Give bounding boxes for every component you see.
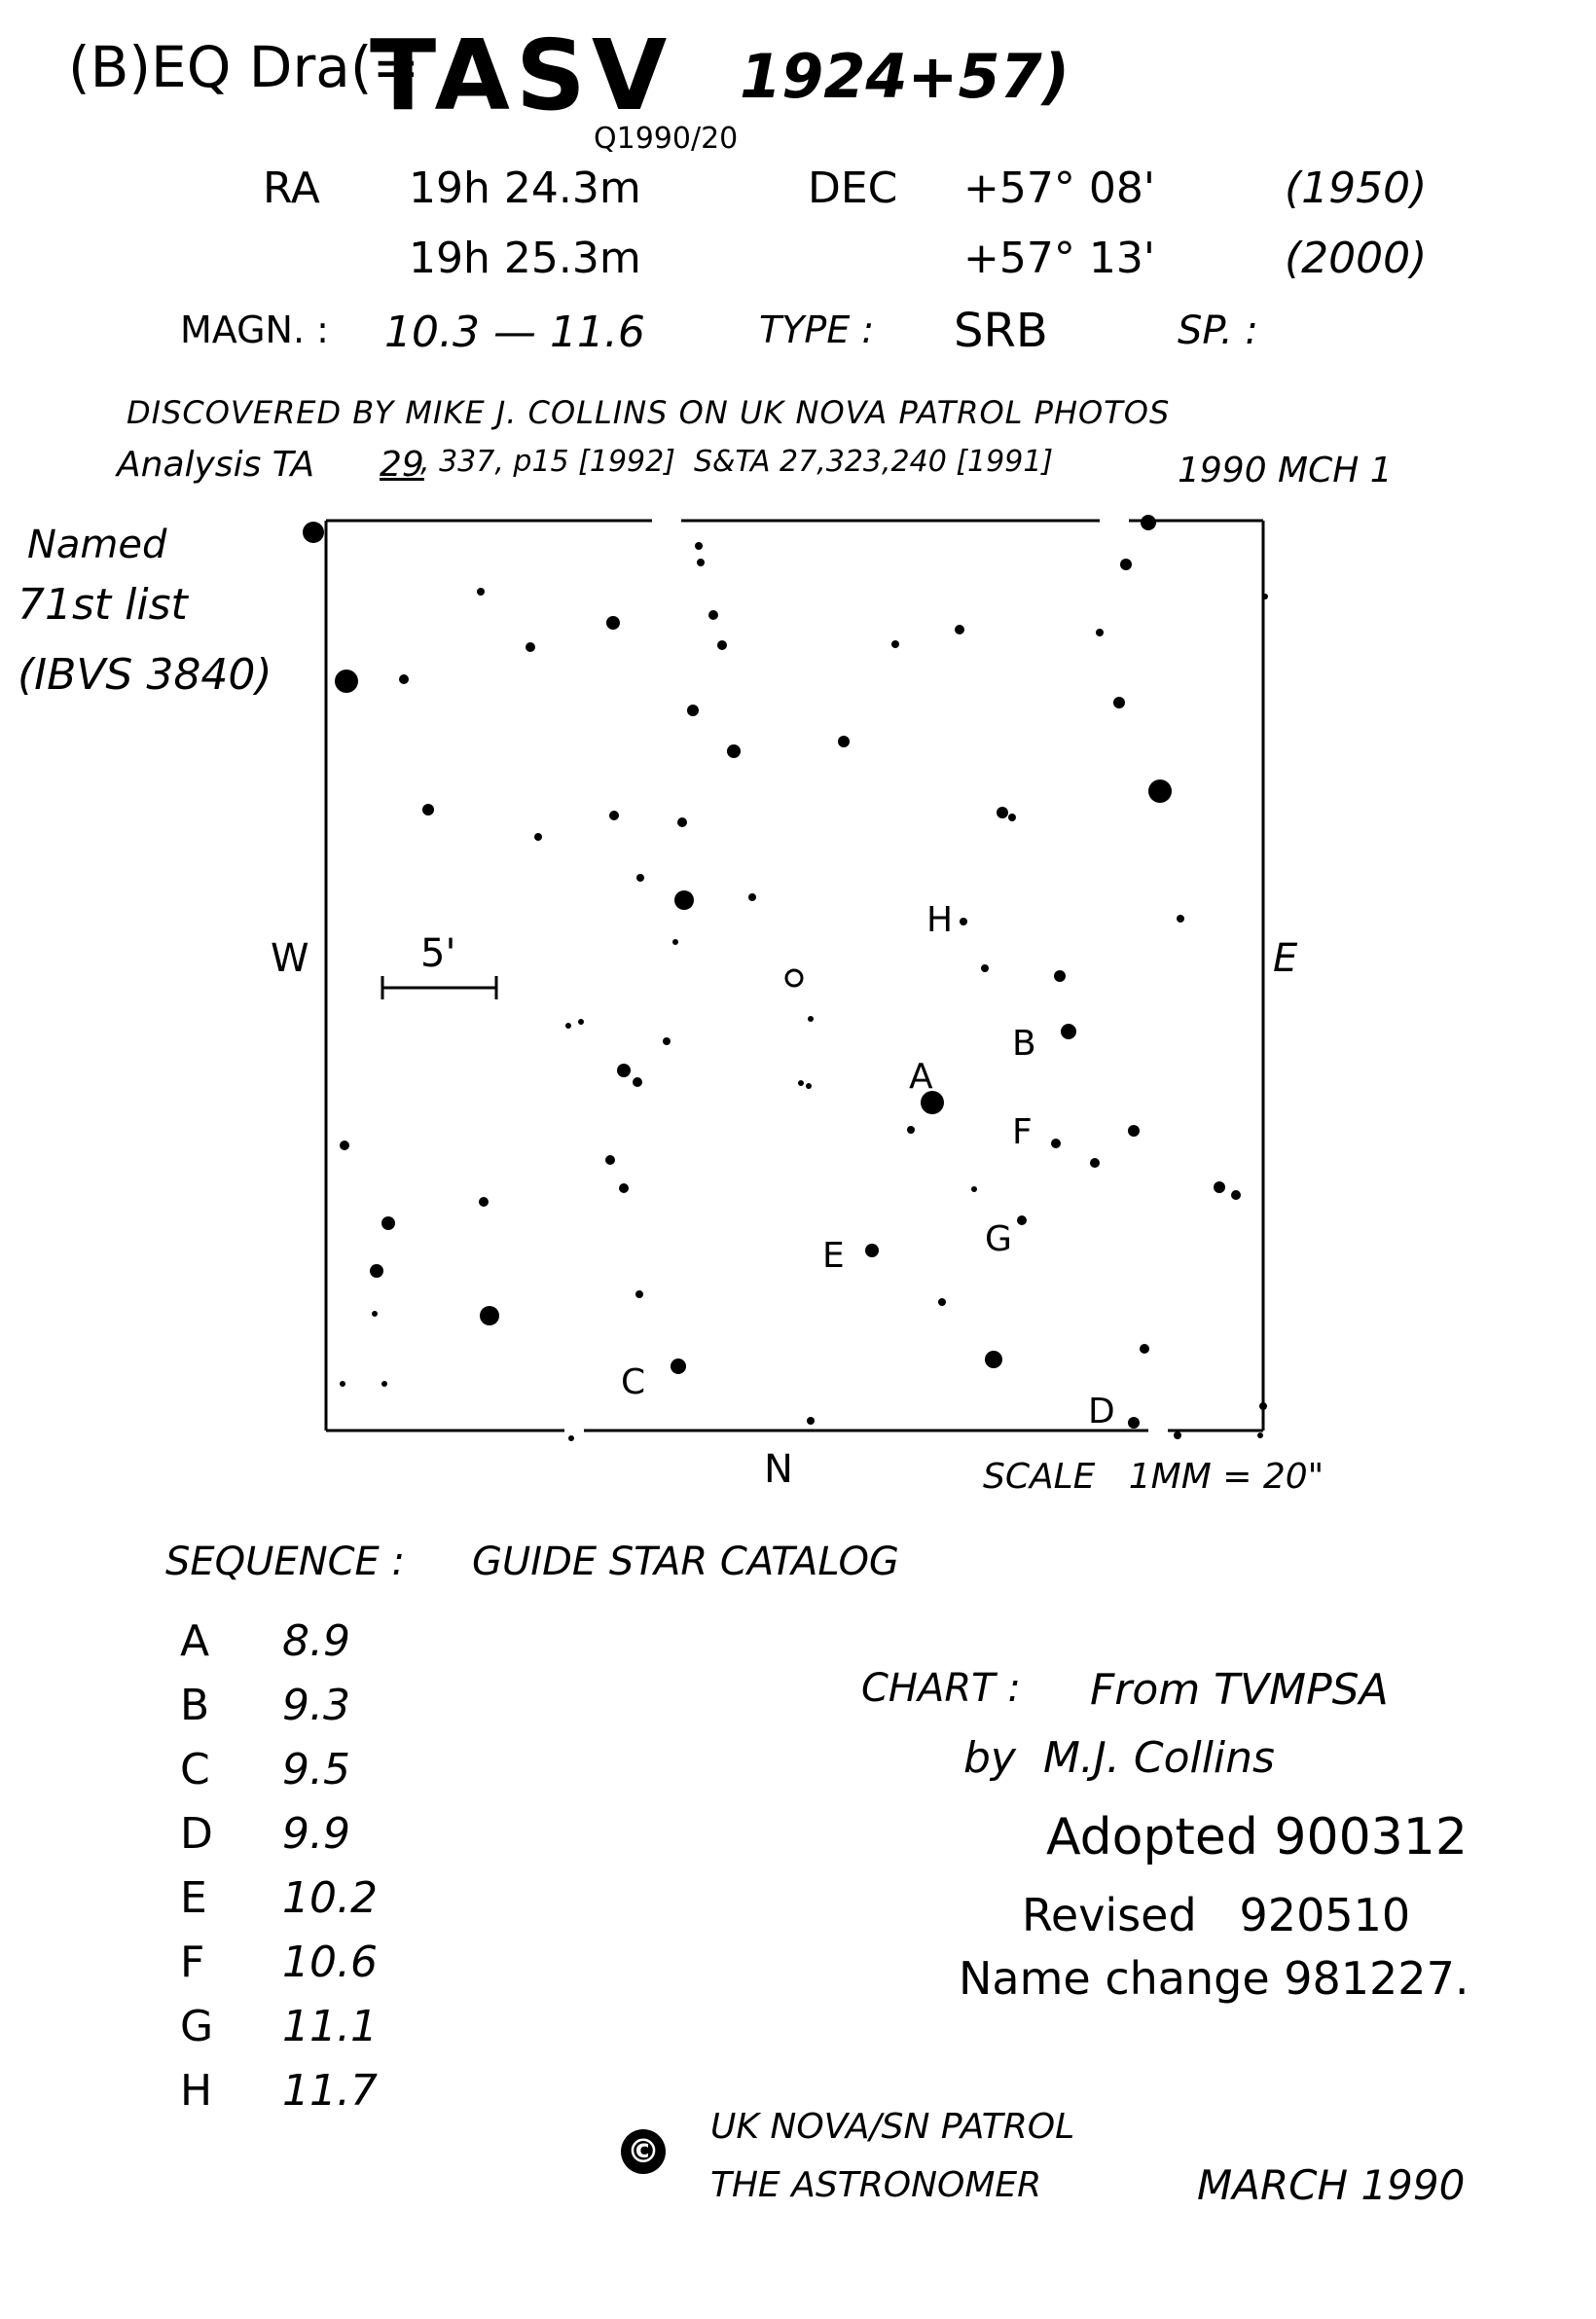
ra-2000: 19h 25.3m xyxy=(409,234,641,283)
star-30 xyxy=(748,893,756,901)
star-5 xyxy=(1120,559,1132,570)
star-40 xyxy=(617,1064,631,1077)
star-label-H: H xyxy=(926,900,954,940)
direction-east: E xyxy=(1273,936,1298,981)
star-0 xyxy=(303,522,324,543)
variable-star-marker xyxy=(786,970,802,986)
discovery-date: 1990 MCH 1 xyxy=(1178,451,1393,490)
discovery-line1: DISCOVERED BY MIKE J. COLLINS ON UK NOVA PATROL PHOTOS xyxy=(127,394,1171,431)
star-75 xyxy=(961,919,967,924)
sequence-star-D: D xyxy=(180,1809,213,1859)
title-prefix: (B)EQ Dra(= xyxy=(68,34,420,100)
star-55 xyxy=(971,1186,977,1192)
sequence-mag-G: 11.1 xyxy=(282,2002,378,2051)
sequence-star-E: E xyxy=(180,1873,207,1923)
star-52 xyxy=(1214,1181,1225,1193)
chart-frame xyxy=(326,521,1263,1431)
epoch-1950: (1950) xyxy=(1285,163,1428,213)
direction-west: W xyxy=(271,936,309,981)
star-2 xyxy=(1148,779,1172,803)
ra-label: RA xyxy=(263,163,320,213)
star-label-E: E xyxy=(822,1236,845,1276)
name-change: Name change 981227. xyxy=(959,1952,1469,2005)
sequence-mag-A: 8.9 xyxy=(282,1616,350,1666)
star-20 xyxy=(1113,697,1125,708)
star-43 xyxy=(806,1083,812,1089)
dec-1950: +57° 08' xyxy=(963,163,1155,213)
sp-label: SP. : xyxy=(1178,308,1258,353)
discovery-line2-rest: , 337, p15 [1992] S&TA 27,323,240 [1991] xyxy=(420,445,1054,479)
chart-from: From TVMPSA xyxy=(1090,1665,1389,1715)
sequence-mag-F: 10.6 xyxy=(282,1938,378,1987)
star-57 xyxy=(381,1216,395,1230)
star-68 xyxy=(381,1381,387,1387)
scale-bar-label: 5' xyxy=(420,931,456,976)
star-22 xyxy=(422,804,434,815)
star-8 xyxy=(697,559,705,566)
star-65 xyxy=(985,1351,1002,1368)
star-39 xyxy=(1061,1024,1076,1039)
star-56 xyxy=(1017,1215,1027,1225)
star-label-G: G xyxy=(985,1219,1012,1259)
sequence-mag-D: 9.9 xyxy=(282,1809,350,1859)
title-suffix: 1924+57) xyxy=(740,41,1070,112)
star-50 xyxy=(605,1155,615,1165)
star-71 xyxy=(1128,1417,1140,1429)
star-74 xyxy=(568,1435,574,1441)
dec-label: DEC xyxy=(808,163,898,213)
epoch-2000: (2000) xyxy=(1285,234,1428,283)
revised: Revised 920510 xyxy=(1022,1889,1411,1941)
star-9 xyxy=(477,588,485,596)
star-48 xyxy=(1090,1158,1100,1168)
star-66 xyxy=(1140,1344,1149,1354)
scale-text: SCALE 1MM = 20" xyxy=(983,1457,1324,1497)
star-28 xyxy=(1177,915,1184,923)
star-70 xyxy=(1259,1402,1267,1410)
star-10 xyxy=(526,642,535,652)
star-7 xyxy=(695,542,703,550)
star-72 xyxy=(1174,1431,1181,1439)
side-note-line2: 71st list xyxy=(18,580,188,630)
star-27 xyxy=(1008,814,1016,821)
star-21 xyxy=(399,674,409,684)
star-label-C: C xyxy=(621,1362,646,1402)
star-labels xyxy=(621,900,1115,1431)
star-12 xyxy=(708,610,718,620)
star-33 xyxy=(981,964,989,972)
star-62 xyxy=(372,1311,378,1317)
sequence-star-C: C xyxy=(180,1745,210,1794)
sequence-star-G: G xyxy=(180,2002,214,2051)
star-label-A: A xyxy=(909,1057,933,1097)
star-24 xyxy=(609,811,619,820)
star-16 xyxy=(838,736,850,747)
sequence-title: SEQUENCE : xyxy=(165,1540,406,1584)
star-58 xyxy=(370,1264,383,1278)
star-36 xyxy=(565,1023,571,1029)
star-15 xyxy=(727,744,741,758)
sequence-star-B: B xyxy=(180,1681,210,1730)
star-34 xyxy=(1054,970,1066,982)
star-29 xyxy=(636,874,644,882)
sequence-mag-C: 9.5 xyxy=(282,1745,350,1794)
title-main: TASV xyxy=(370,18,673,132)
sequence-star-A: A xyxy=(180,1616,210,1666)
star-59 xyxy=(865,1244,879,1257)
star-53 xyxy=(1231,1190,1241,1200)
title-annotation: Q1990/20 xyxy=(594,122,739,156)
star-45 xyxy=(907,1126,915,1134)
star-60 xyxy=(635,1290,643,1298)
ra-1950: 19h 24.3m xyxy=(409,163,641,213)
footer-date: MARCH 1990 xyxy=(1197,2161,1466,2209)
discovery-line2-ref: 29 xyxy=(380,445,424,485)
sequence-source: GUIDE STAR CATALOG xyxy=(472,1540,899,1584)
side-note-line3: (IBVS 3840) xyxy=(18,650,272,700)
copyright-icon: © xyxy=(621,2129,666,2174)
chart-by: by M.J. Collins xyxy=(963,1733,1275,1783)
star-37 xyxy=(578,1019,584,1025)
star-18 xyxy=(891,640,899,648)
star-17 xyxy=(955,625,964,634)
star-67 xyxy=(340,1381,345,1387)
star-47 xyxy=(1128,1125,1140,1137)
star-25 xyxy=(677,817,687,827)
star-label-B: B xyxy=(1012,1024,1036,1064)
star-51 xyxy=(619,1183,629,1193)
star-14 xyxy=(687,705,699,716)
sequence-star-F: F xyxy=(180,1938,205,1987)
side-note-line1: Named xyxy=(27,523,167,567)
star-4 xyxy=(1141,515,1156,530)
star-label-D: D xyxy=(1088,1392,1115,1431)
star-49 xyxy=(340,1141,349,1150)
star-label-F: F xyxy=(1012,1112,1033,1152)
star-64 xyxy=(671,1359,686,1374)
star-61 xyxy=(938,1298,946,1306)
star-23 xyxy=(534,833,542,841)
adopted: Adopted 900312 xyxy=(1046,1808,1468,1866)
sequence-mag-H: 11.7 xyxy=(282,2066,378,2116)
star-42 xyxy=(798,1080,804,1086)
star-19 xyxy=(1096,629,1104,636)
star-13 xyxy=(717,640,727,650)
footer-org: UK NOVA/SN PATROL xyxy=(710,2107,1075,2147)
star-26 xyxy=(997,807,1008,818)
sequence-star-H: H xyxy=(180,2066,213,2116)
footer-publication: THE ASTRONOMER xyxy=(710,2165,1042,2205)
magn-value: 10.3 — 11.6 xyxy=(384,308,645,357)
star-6 xyxy=(1262,594,1268,599)
dec-2000: +57° 13' xyxy=(963,234,1155,283)
scale-bar-5-arcmin xyxy=(382,976,496,999)
sequence-mag-E: 10.2 xyxy=(282,1873,378,1923)
sequence-mag-B: 9.3 xyxy=(282,1681,350,1730)
type-label: TYPE : xyxy=(759,308,875,351)
star-41 xyxy=(633,1077,642,1087)
star-35 xyxy=(808,1016,814,1022)
star-54 xyxy=(479,1197,489,1207)
star-31 xyxy=(672,939,678,945)
star-38 xyxy=(663,1037,671,1045)
chart-label: CHART : xyxy=(861,1666,1021,1711)
star-63 xyxy=(480,1306,499,1325)
star-1 xyxy=(335,670,358,693)
type-value: SRB xyxy=(954,304,1048,358)
star-11 xyxy=(606,616,620,630)
star-73 xyxy=(1257,1432,1263,1438)
magn-label: MAGN. : xyxy=(180,308,329,351)
direction-north: N xyxy=(764,1447,793,1492)
star-46 xyxy=(1051,1139,1061,1148)
star-69 xyxy=(807,1417,815,1425)
discovery-line2-prefix: Analysis TA xyxy=(117,445,315,485)
star-3 xyxy=(674,890,694,910)
